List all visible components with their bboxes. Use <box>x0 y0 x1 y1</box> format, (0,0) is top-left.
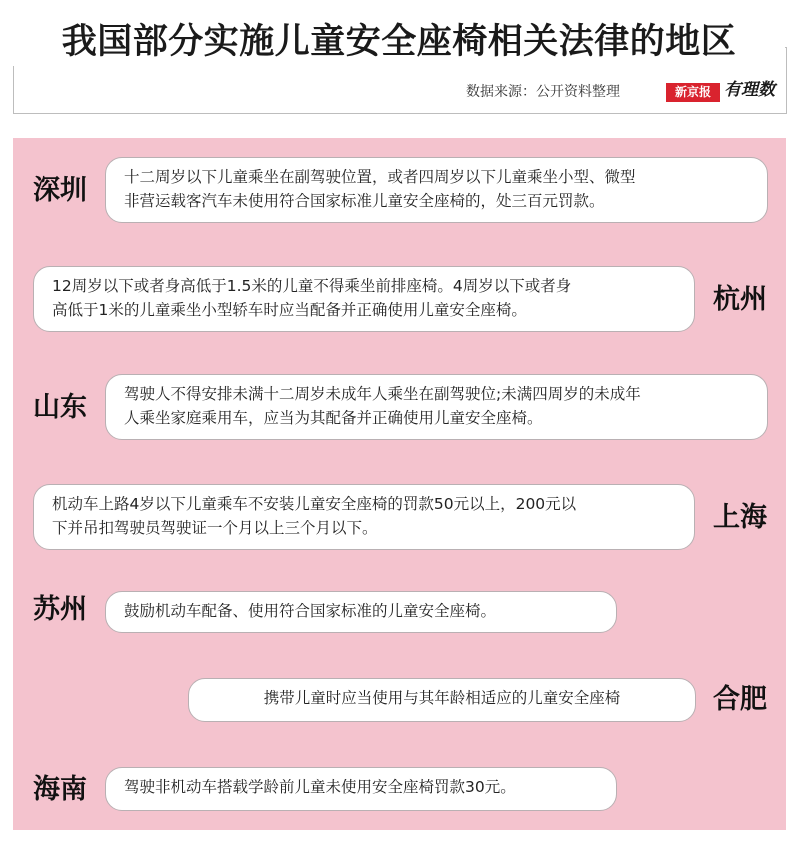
city-label-suzhou: 苏州 <box>33 594 87 625</box>
city-label-shanghai: 上海 <box>713 502 767 533</box>
law-text-line: 非营运载客汽车未使用符合国家标准儿童安全座椅的，处三百元罚款。 <box>124 192 605 210</box>
law-text-line: 鼓励机动车配备、使用符合国家标准的儿童安全座椅。 <box>124 602 497 620</box>
law-text-line: 携带儿童时应当使用与其年龄相适应的儿童安全座椅 <box>263 689 621 707</box>
law-bubble-shandong <box>105 374 768 440</box>
law-text-line: 下并吊扣驾驶员驾驶证一个月以上三个月以下。 <box>52 519 378 537</box>
law-text-line: 高低于1米的儿童乘坐小型轿车时应当配备并正确使用儿童安全座椅。 <box>52 301 527 319</box>
law-text-line: 人乘坐家庭乘用车，应当为其配备并正确使用儿童安全座椅。 <box>124 409 543 427</box>
city-label-hangzhou: 杭州 <box>713 284 767 315</box>
law-text-line: 十二周岁以下儿童乘坐在副驾驶位置，或者四周岁以下儿童乘坐小型、微型 <box>124 168 636 186</box>
page-title: 我国部分实施儿童安全座椅相关法律的地区 <box>13 18 785 66</box>
city-label-shandong: 山东 <box>33 392 87 423</box>
law-bubble-suzhou <box>105 591 617 633</box>
law-text-line: 驾驶人不得安排未满十二周岁未成年人乘坐在副驾驶位;未满四周岁的未成年 <box>124 385 641 403</box>
data-source: 数据来源：公开资料整理 <box>466 84 620 100</box>
youlishu-logo: 有理数 <box>724 80 775 100</box>
xinjingbao-logo: 新京报 <box>666 83 720 102</box>
law-text-line: 机动车上路4岁以下儿童乘车不安装儿童安全座椅的罚款50元以上，200元以 <box>52 495 577 513</box>
law-bubble-shanghai <box>33 484 695 550</box>
law-bubble-hangzhou <box>33 266 695 332</box>
law-bubble-shenzhen <box>105 157 768 223</box>
law-text-line: 驾驶非机动车搭载学龄前儿童未使用安全座椅罚款30元。 <box>124 778 516 796</box>
city-label-shenzhen: 深圳 <box>33 175 87 206</box>
law-bubble-hefei <box>188 678 696 722</box>
city-label-hainan: 海南 <box>33 774 87 805</box>
city-label-hefei: 合肥 <box>713 684 767 715</box>
law-bubble-hainan <box>105 767 617 811</box>
law-text-line: 12周岁以下或者身高低于1.5米的儿童不得乘坐前排座椅。4周岁以下或者身 <box>52 277 572 295</box>
